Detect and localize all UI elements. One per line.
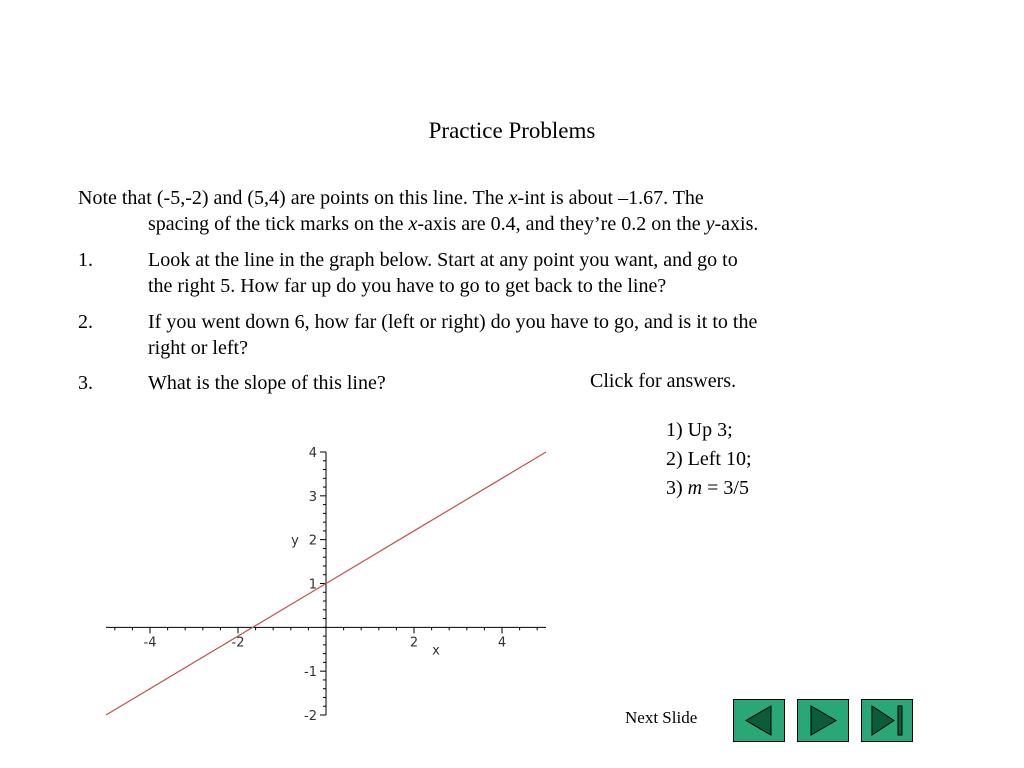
previous-slide-button[interactable] (733, 699, 785, 742)
intro-text: Note that (-5,-2) and (5,4) are points on this line. The (78, 187, 509, 209)
answer-3-value: = 3/5 (702, 477, 749, 499)
answer-3-variable: m (687, 477, 703, 499)
list-item-number: 1. (78, 249, 93, 271)
triangle-left-icon (734, 700, 784, 741)
skip-to-end-icon (862, 700, 912, 741)
x-tick-label: 2 (409, 635, 419, 651)
intro-text: -axis. (714, 213, 759, 235)
y-tick-label: 3 (308, 489, 317, 505)
list-item-number: 2. (78, 311, 93, 333)
x-tick-label: -4 (143, 635, 157, 651)
slide-title: Practice Problems (428, 118, 596, 143)
answer-1: 1) Up 3; (666, 419, 733, 441)
answer-3 (666, 474, 752, 503)
x-axis-label: x (432, 643, 440, 659)
answer-2: 2) Left 10; (666, 448, 752, 470)
x-tick-label: 4 (497, 635, 507, 651)
intro-variable: x (508, 187, 518, 209)
list-item-text: right or left? (148, 337, 248, 359)
triangle-right-icon (798, 700, 848, 741)
last-slide-button[interactable] (861, 699, 913, 742)
list-item-text: the right 5. How far up do you have to go to get back to the line? (148, 275, 667, 297)
next-slide-button[interactable] (797, 699, 849, 742)
y-axis-label: y (291, 533, 299, 549)
y-tick-label: -1 (304, 665, 317, 681)
answer-3-prefix: 3) (666, 477, 688, 499)
intro-paragraph (78, 185, 958, 237)
y-tick-label: -2 (304, 709, 317, 724)
list-item-text: Look at the line in the graph below. Start at any point you want, and go to (148, 249, 738, 271)
list-item-number: 3. (78, 372, 93, 394)
list-item-text: What is the slope of this line? (148, 372, 386, 394)
intro-text: spacing of the tick marks on the (148, 213, 409, 235)
y-tick-label: 2 (308, 533, 317, 549)
intro-text: -axis are 0.4, and they’re 0.2 on the (417, 213, 706, 235)
intro-variable: x (408, 213, 418, 235)
y-tick-label: 4 (308, 446, 317, 461)
x-tick-label: -2 (231, 635, 245, 651)
click-for-answers-link[interactable]: Click for answers. (590, 370, 737, 392)
list-item-text: If you went down 6, how far (left or right) do you have to go, and is it to the (148, 311, 758, 333)
y-tick-label: 1 (308, 577, 317, 593)
intro-text: -int is about –1.67. The (517, 187, 704, 209)
line-graph (96, 440, 556, 730)
intro-variable: y (705, 213, 715, 235)
answers-block (666, 416, 752, 503)
next-slide-label: Next Slide (625, 708, 698, 727)
